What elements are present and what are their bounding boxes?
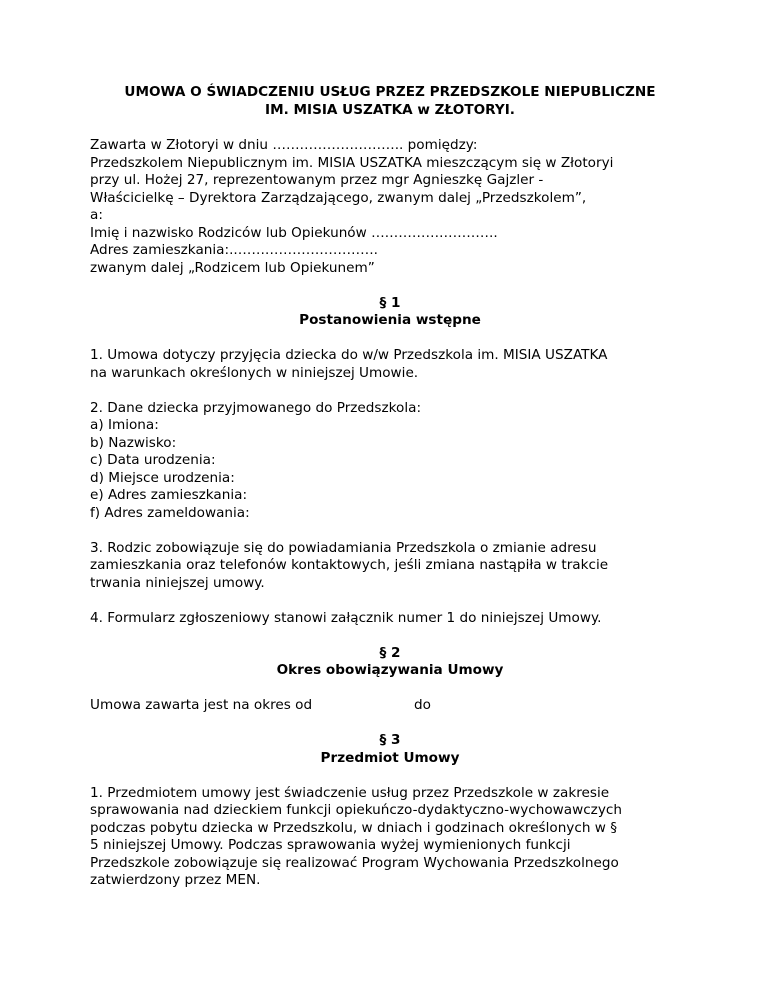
intro-line: Adres zamieszkania:..…………………………. — [90, 242, 378, 258]
section-1-number: § 1 — [379, 294, 401, 311]
paragraph-line: Przedszkole zobowiązuje się realizować Program Wychowania Przedszkolnego — [90, 854, 619, 871]
paragraph-line: 1. Przedmiotem umowy jest świadczenie usług przez Przedszkole w zakresie — [90, 784, 610, 801]
period-from-label: Umowa zawarta jest na okres od — [90, 697, 313, 713]
paragraph-line: trwania niniejszej umowy. — [90, 574, 265, 591]
period-to-label: do — [414, 697, 431, 713]
child-field-first-names: a) Imiona: — [90, 417, 159, 433]
child-field-birth-date: c) Data urodzenia: — [90, 452, 216, 468]
contract-period — [90, 697, 690, 715]
section-3-title: Przedmiot Umowy — [320, 749, 460, 766]
section-1-paragraph-3 — [90, 540, 690, 593]
section-1-paragraph-2 — [90, 400, 690, 523]
document-page — [90, 84, 690, 907]
intro-line: a: — [90, 207, 103, 223]
section-2-title: Okres obowiązywania Umowy — [276, 662, 504, 678]
paragraph-line: sprawowania nad dzieckiem funkcji opiekuńczo-dydaktyczno-wychowawczych — [90, 802, 622, 818]
paragraph-line: 1. Umowa dotyczy przyjęcia dziecka do w/w Przedszkola im. MISIA USZATKA — [90, 347, 608, 363]
child-field-surname: b) Nazwisko: — [90, 434, 177, 451]
intro-line: zwanym dalej „Rodzicem lub Opiekunem” — [90, 259, 375, 276]
title-line-1: UMOWA O ŚWIADCZENIU USŁUG PRZEZ PRZEDSZKOLE NIEPUBLICZNE — [124, 84, 656, 100]
section-1-title: Postanowienia wstępne — [299, 312, 481, 328]
intro-line: Imię i nazwisko Rodziców lub Opiekunów ………………………. — [90, 224, 498, 241]
section-2-number: § 2 — [379, 644, 401, 661]
title-line-2: IM. MISIA USZATKA w ZŁOTORYI. — [265, 101, 515, 118]
child-field-registered-address: f) Adres zameldowania: — [90, 504, 250, 521]
paragraph-line: zatwierdzony przez MEN. — [90, 872, 261, 888]
section-3-paragraph-1 — [90, 785, 690, 890]
child-field-birth-place: d) Miejsce urodzenia: — [90, 469, 235, 486]
child-field-residence-address: e) Adres zamieszkania: — [90, 487, 248, 503]
intro-line: przy ul. Hożej 27, reprezentowanym przez mgr Agnieszkę Gajzler - — [90, 172, 544, 188]
section-1-paragraph-1 — [90, 347, 690, 382]
intro-line: Właścicielkę – Dyrektora Zarządzającego, zwanym dalej „Przedszkolem”, — [90, 189, 587, 206]
section-3-heading — [90, 732, 690, 767]
section-1-heading — [90, 295, 690, 330]
paragraph-line: podczas pobytu dziecka w Przedszkolu, w dniach i godzinach określonych w § — [90, 819, 618, 836]
paragraph-line: zamieszkania oraz telefonów kontaktowych, jeśli zmiana nastąpiła w trakcie — [90, 557, 609, 573]
document-title — [90, 84, 690, 119]
intro-line: Zawarta w Złotoryi w dniu ……………………….. pomiędzy: — [90, 137, 478, 153]
paragraph-line: 3. Rodzic zobowiązuje się do powiadamiania Przedszkola o zmianie adresu — [90, 539, 597, 556]
section-3-number: § 3 — [379, 732, 401, 748]
section-1-paragraph-4 — [90, 610, 690, 628]
intro-line: Przedszkolem Niepublicznym im. MISIA USZATKA mieszczącym się w Złotoryi — [90, 154, 614, 171]
paragraph-line: na warunkach określonych w niniejszej Umowie. — [90, 364, 419, 381]
paragraph-line: 4. Formularz zgłoszeniowy stanowi załącznik numer 1 do niniejszej Umowy. — [90, 609, 602, 626]
paragraph-line: 2. Dane dziecka przyjmowanego do Przedszkola: — [90, 399, 422, 416]
intro-paragraph — [90, 137, 690, 277]
paragraph-line: 5 niniejszej Umowy. Podczas sprawowania wyżej wymienionych funkcji — [90, 837, 571, 853]
section-2-heading — [90, 645, 690, 680]
